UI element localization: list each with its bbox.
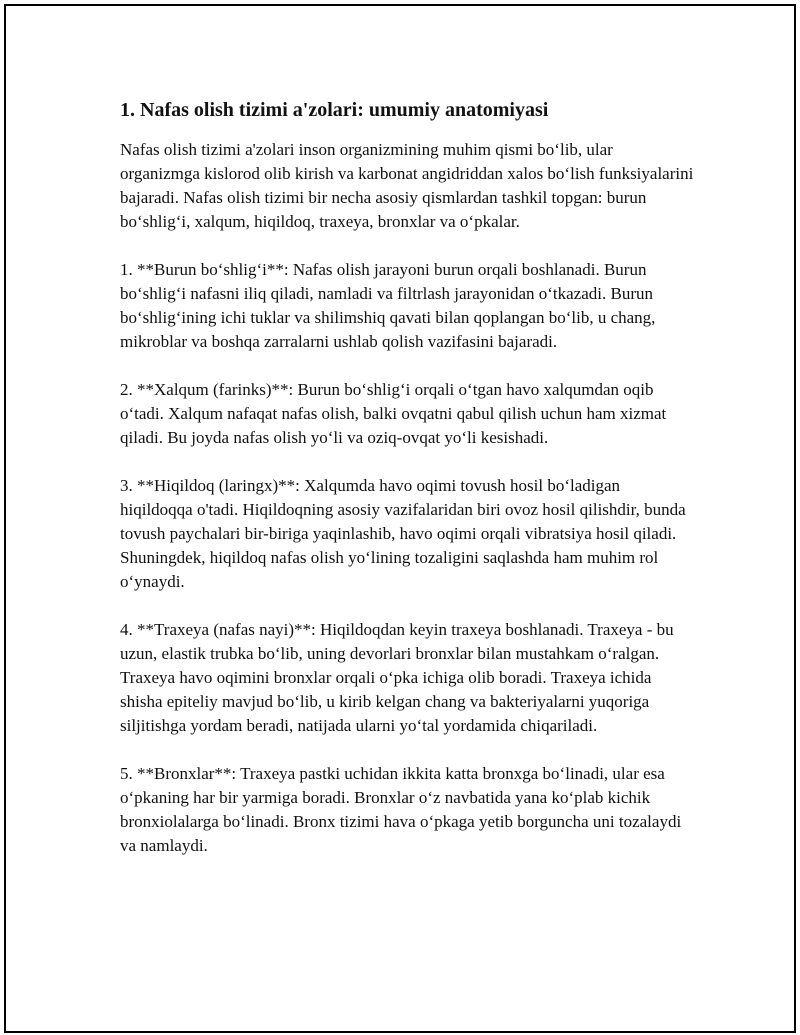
paragraph-bronxlar: 5. **Bronxlar**: Traxeya pastki uchidan ikkita katta bronxga bo‘linadi, ular esa o‘pkaning har bir yarmiga boradi. Bronxlar o‘z navbatida yana ko‘plab kichik bronxiolalarga bo‘linadi. Bronx tizimi hava o‘pkaga yetib borguncha uni tozalaydi va namlaydi. xyxy=(120,764,682,855)
paragraph-burun: 1. **Burun bo‘shlig‘i**: Nafas olish jarayoni burun orqali boshlanadi. Burun bo‘shlig‘i nafasni iliq qiladi, namladi va filtrlash jarayonidan o‘tkazadi. Burun bo‘shlig‘ining ichi tuklar va shilimshiq qavati bilan qoplangan bo‘lib, u chang, mikroblar va boshqa zarralarni ushlab qolish vazifasini bajaradi. xyxy=(120,260,656,351)
document-body xyxy=(120,96,696,882)
document-title: 1. Nafas olish tizimi a'zolari: umumiy anatomiyasi xyxy=(120,99,549,121)
document-page xyxy=(4,4,796,1033)
paragraph-intro: Nafas olish tizimi a'zolari inson organizmining muhim qismi bo‘lib, ular organizmga kislorod olib kirish va karbonat angidriddan xalos bo‘lish funksiyalarini bajaradi. Nafas olish tizimi bir necha asosiy qismlardan tashkil topgan: burun bo‘shlig‘i, xalqum, hiqildoq, traxeya, bronxlar va o‘pkalar. xyxy=(120,140,694,231)
paragraph-hiqildoq: 3. **Hiqildoq (laringx)**: Xalqumda havo oqimi tovush hosil bo‘ladigan hiqildoqqa o'tadi. Hiqildoqning asosiy vazifalaridan biri ovoz hosil qilishdir, bunda tovush paychalari bir-biriga yaqinlashib, havo oqimi orqali vibratsiya hosil qiladi. Shuningdek, hiqildoq nafas olish yo‘lining tozaligini saqlashda ham muhim rol o‘ynaydi. xyxy=(120,476,686,591)
paragraph-traxeya: 4. **Traxeya (nafas nayi)**: Hiqildoqdan keyin traxeya boshlanadi. Traxeya - bu uzun, elastik trubka bo‘lib, uning devorlari bronxlar bilan mustahkam o‘ralgan. Traxeya havo oqimini bronxlar orqali o‘pka ichiga olib boradi. Traxeya ichida shisha epiteliy mavjud bo‘lib, u kirib kelgan chang va bakteriyalarni yuqoriga siljitishga yordam beradi, natijada ularni yo‘tal yordamida chiqariladi. xyxy=(120,620,674,735)
paragraph-xalqum: 2. **Xalqum (farinks)**: Burun bo‘shlig‘i orqali o‘tgan havo xalqumdan oqib o‘tadi. Xalqum nafaqat nafas olish, balki ovqatni qabul qilish uchun ham xizmat qiladi. Bu joyda nafas olish yo‘li va oziq-ovqat yo‘li kesishadi. xyxy=(120,380,667,447)
